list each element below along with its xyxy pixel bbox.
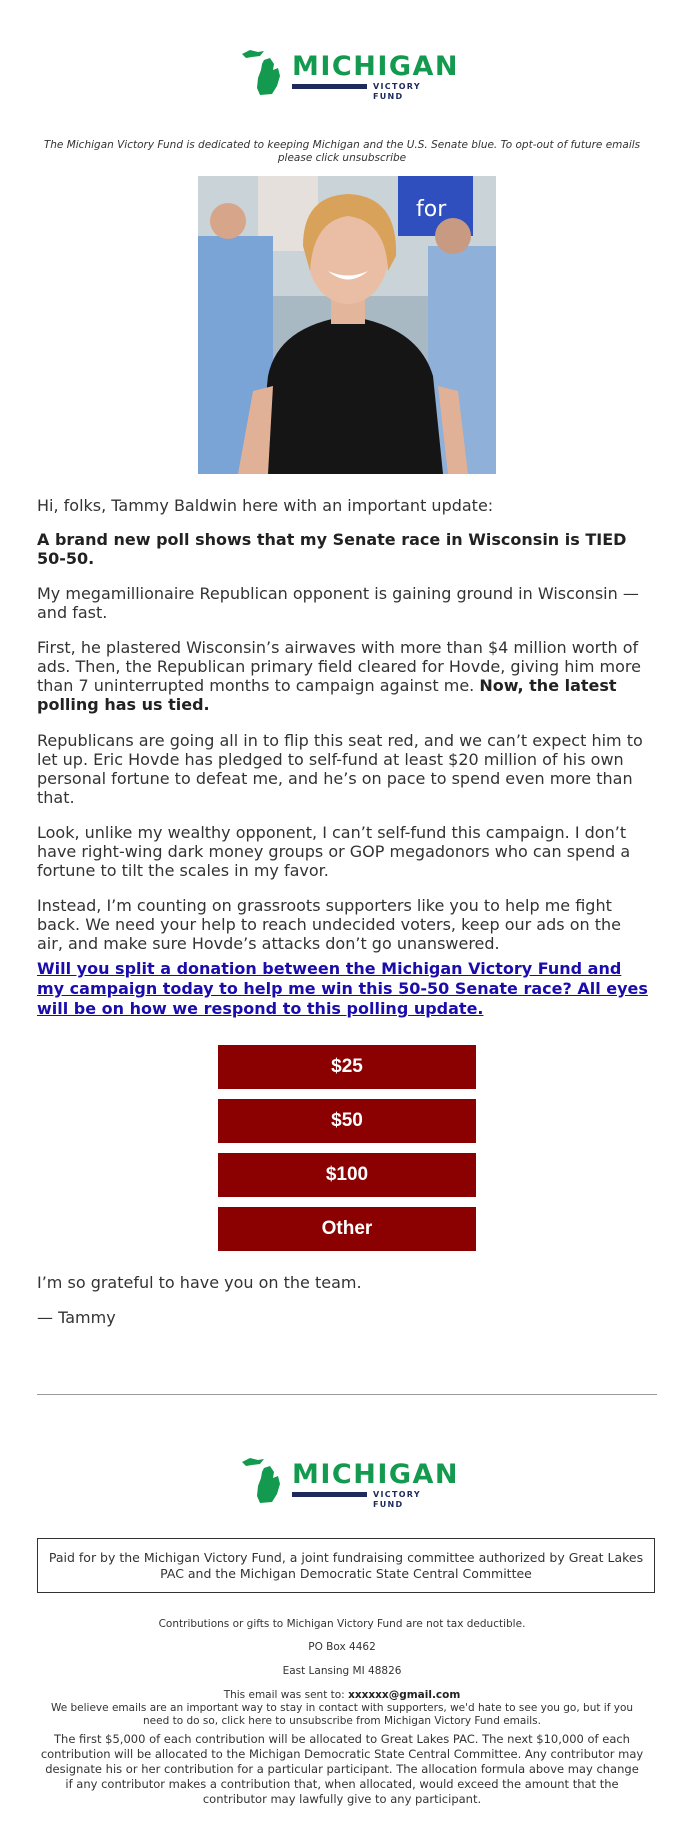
logo-underline [292,84,367,89]
paragraph-2 [37,638,647,714]
sent-to-email: xxxxxx@gmail.com [348,1689,461,1701]
po-box: PO Box 4462 [308,1641,376,1653]
logo-wordmark: MICHIGAN [292,51,460,82]
paragraph-2-bold: Now, the latest polling has us tied. [37,676,617,714]
city-address: East Lansing MI 48826 [282,1665,402,1677]
donate-25-button[interactable]: $25 [218,1045,476,1089]
closing-line: I’m so grateful to have you on the team. [37,1273,362,1292]
paragraph-4: Look, unlike my wealthy opponent, I can’t self-fund this campaign. I don’t have right-wing dark money groups or GOP megadonors who can spend a fortune to tilt the scales in my favor. [37,823,631,880]
sent-to-line [40,1689,644,1702]
michigan-state-icon [240,48,288,96]
tammy-baldwin-photo [198,176,496,474]
protest-sign-text: for [416,197,447,222]
greeting: Hi, folks, Tammy Baldwin here with an important update: [37,496,494,515]
headline: A brand new poll shows that my Senate race in Wisconsin is TIED 50-50. [37,530,627,568]
donate-100-button[interactable]: $100 [218,1153,476,1197]
michigan-state-icon [240,1456,288,1504]
logo-subtitle: VICTORY FUND [373,82,421,101]
photo-illustration [198,176,496,474]
signature: — Tammy [37,1308,116,1327]
footer-logo[interactable] [240,1456,460,1509]
unsubscribe-text[interactable]: We believe emails are an important way to stay in contact with supporters, we'd hate to see you go, but if you need to do so, click here to unsubscribe from Michigan Victory Fund emails. [50,1702,634,1727]
paid-for-disclaimer: Paid for by the Michigan Victory Fund, a joint fundraising committee authorized by Great Lakes PAC and the Michigan Democratic State Central Committee [37,1538,655,1593]
donate-50-button[interactable]: $50 [218,1099,476,1143]
sent-to-label: This email was sent to: [223,1689,349,1701]
logo-wordmark: MICHIGAN [292,1459,460,1490]
paragraph-1: My megamillionaire Republican opponent is gaining ground in Wisconsin — and fast. [37,584,639,622]
paragraph-5: Instead, I’m counting on grassroots supporters like you to help me fight back. We need your help to reach undecided voters, keep our ads on the air, and make sure Hovde’s attacks don’t go unanswered. [37,896,621,953]
footer-divider [37,1394,657,1395]
logo-subtitle: VICTORY FUND [373,1490,421,1509]
preheader-text: The Michigan Victory Fund is dedicated to keeping Michigan and the U.S. Senate blue. To opt-out of future emails please click unsubscribe [43,139,641,164]
allocation-notice: The first $5,000 of each contribution will be allocated to Great Lakes PAC. The next $10,000 of each contribution will be allocated to the Michigan Democratic State Central Committee. Any contributor may designate his or her contribution for a particular participant. The allocation formula above may change if any contributor makes a contribution that, when allocated, would exceed the amount that the contributor may lawfully give to any participant. [40,1732,644,1806]
paragraph-2-text: First, he plastered Wisconsin’s airwaves with more than $4 million worth of ads. Then, the Republican primary field cleared for Hovde, giving him more than 7 uninterrupted months to campaign against me. [37,638,641,695]
paragraph-3: Republicans are going all in to flip this seat red, and we can’t expect him to let up. Eric Hovde has pledged to self-fund at least $20 million of his own personal fortune to defeat me, and he’s on pace to spend even more than that. [37,731,643,807]
tax-notice: Contributions or gifts to Michigan Victory Fund are not tax deductible. [158,1618,526,1630]
logo-underline [292,1492,367,1497]
donate-cta-link[interactable]: Will you split a donation between the Michigan Victory Fund and my campaign today to help me win this 50-50 Senate race? All eyes will be on how we respond to this polling update. [37,959,648,1018]
michigan-victory-fund-logo[interactable] [240,48,460,101]
donate-other-button[interactable]: Other [218,1207,476,1251]
